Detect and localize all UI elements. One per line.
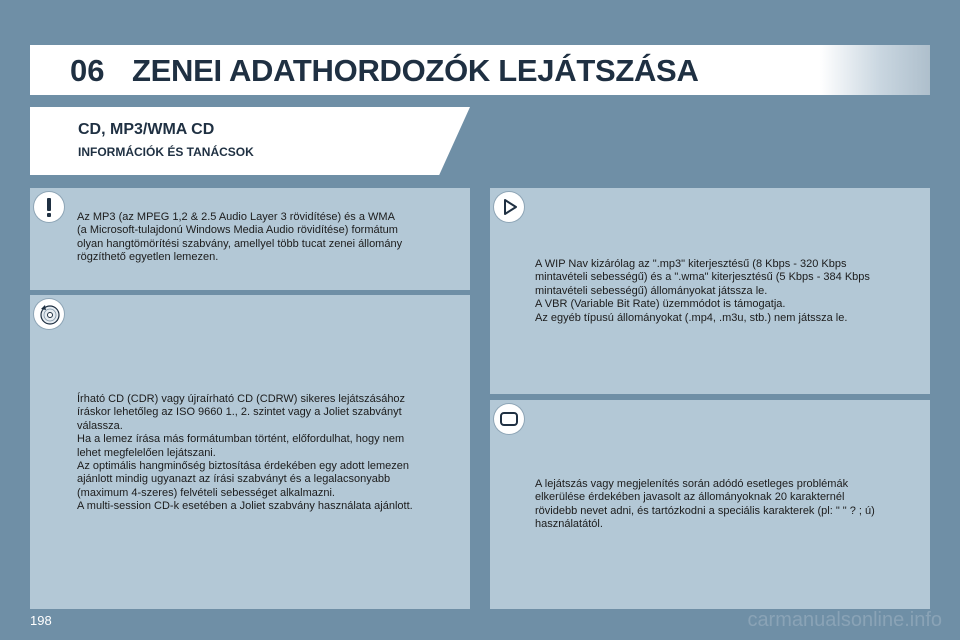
note-text: A lejátszás vagy megjelenítés során adódó esetleges problémák elkerülése érdekében javasolt az állományoknak 20 karakternél rövidebb nevet adni, és tartózkodni a speciális karakterek (pl: " " ? ; ú) használatától. (535, 478, 875, 531)
subheader-panel (30, 107, 470, 175)
cd-icon (34, 299, 64, 329)
play-icon (494, 192, 524, 222)
exclamation-icon (34, 192, 64, 222)
watermark: carmanualsonline.info (747, 609, 942, 631)
warning-text: Az MP3 (az MPEG 1,2 & 2.5 Audio Layer 3 rövidítése) és a WMA (a Microsoft-tulajdonú Windows Media Audio rövidítése) formátum olyan hangtömörítési szabvány, amellyel több tucat zenei állomány rögzíthető egyetlen lemezen. (77, 211, 403, 264)
disc-text: Írható CD (CDR) vagy újraírható CD (CDRW) sikeres lejátszásához íráskor lehetőleg az ISO 9660 1., 2. szintet vagy a Joliet szabványt válassza. Ha a lemez írása más formátumban történt, előfordulhat, hogy nem lehet megfelelően lejátszani. Az optimális hangminőség biztosítása érdekében egy adott lemezen ajánlott mindig ugyanazt az írási szabványt és a legalacsonyabb (maximum 4-szeres) felvételi sebességet alkalmazni. A multi-session CD-k esetében a Joliet szabvány használata ajánlott. (77, 393, 413, 513)
section-caption: INFORMÁCIÓK ÉS TANÁCSOK (78, 145, 254, 159)
section-number: 06 (70, 53, 105, 88)
play-text: A WIP Nav kizárólag az ".mp3" kiterjesztésű (8 Kbps - 320 Kbps mintavételi sebességű) és a ".wma" kiterjesztésű (5 Kbps - 384 Kbps mintavételi sebességű) állományokat játssza le. A VBR (Variable Bit Rate) üzemmódot is támogatja. Az egyéb típusú állományokat (.mp4, .m3u, stb.) nem játssza le. (535, 258, 870, 324)
page-title: ZENEI ADATHORDOZÓK LEJÁTSZÁSA (132, 53, 699, 88)
page-number: 198 (30, 613, 52, 628)
section-subtitle: CD, MP3/WMA CD (78, 121, 215, 138)
note-icon (494, 404, 524, 434)
header-accent (820, 45, 930, 95)
